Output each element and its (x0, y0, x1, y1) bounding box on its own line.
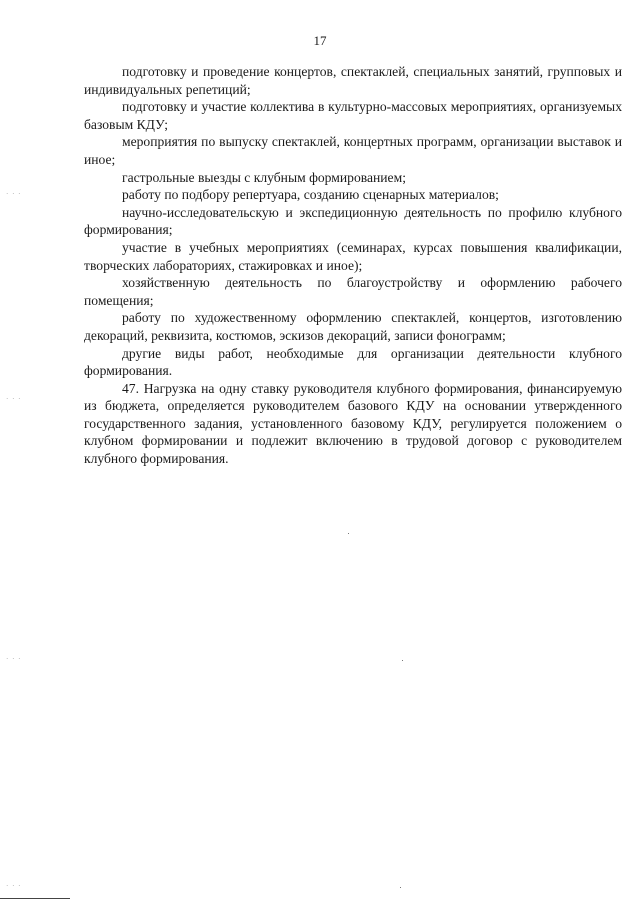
scan-artifact: · · · (6, 655, 22, 663)
scan-speck (402, 660, 403, 661)
scan-artifact: · · · (6, 395, 22, 403)
scan-speck (400, 887, 401, 888)
paragraph: работу по подбору репертуара, созданию сценарных материалов; (122, 187, 499, 203)
scan-speck (348, 533, 349, 534)
paragraph: участие в учебных мероприятиях (семинарах, курсах повышения квалификации, творческих лабораториях, стажировках и иное); (84, 239, 622, 273)
paragraph: другие виды работ, необходимые для организации деятельности клубного формирования. (84, 345, 622, 379)
paragraph: научно-исследовательскую и экспедиционную деятельность по профилю клубного формирования; (84, 204, 622, 238)
scan-artifact: · · · (6, 882, 22, 890)
paragraph: гастрольные выезды с клубным формированием; (122, 169, 406, 185)
paragraph: 47. Нагрузка на одну ставку руководителя клубного формирования, финансируемую из бюджета, определяется руководителем базового КДУ на основании утвержденного государственного задания, установленного базовому КДУ, регулируется положением о клубном формировании и подлежит включению в трудовой договор с руководителем клубного формирования. (84, 380, 622, 467)
document-body (84, 63, 622, 468)
paragraph: подготовку и проведение концертов, спектаклей, специальных занятий, групповых и индивидуальных репетиций; (84, 64, 622, 97)
paragraph: мероприятия по выпуску спектаклей, концертных программ, организации выставок и иное; (84, 134, 622, 167)
scan-edge-line (0, 898, 70, 899)
scan-artifact: · · · (6, 190, 22, 198)
page-number: 17 (313, 33, 327, 48)
paragraph: работу по художественному оформлению спектаклей, концертов, изготовлению декораций, реквизита, костюмов, эскизов декораций, записи фонограмм; (84, 310, 622, 343)
paragraph: хозяйственную деятельность по благоустройству и оформлению рабочего помещения; (84, 275, 622, 308)
paragraph: подготовку и участие коллектива в культурно-массовых мероприятиях, организуемых базовым КДУ; (84, 99, 622, 132)
